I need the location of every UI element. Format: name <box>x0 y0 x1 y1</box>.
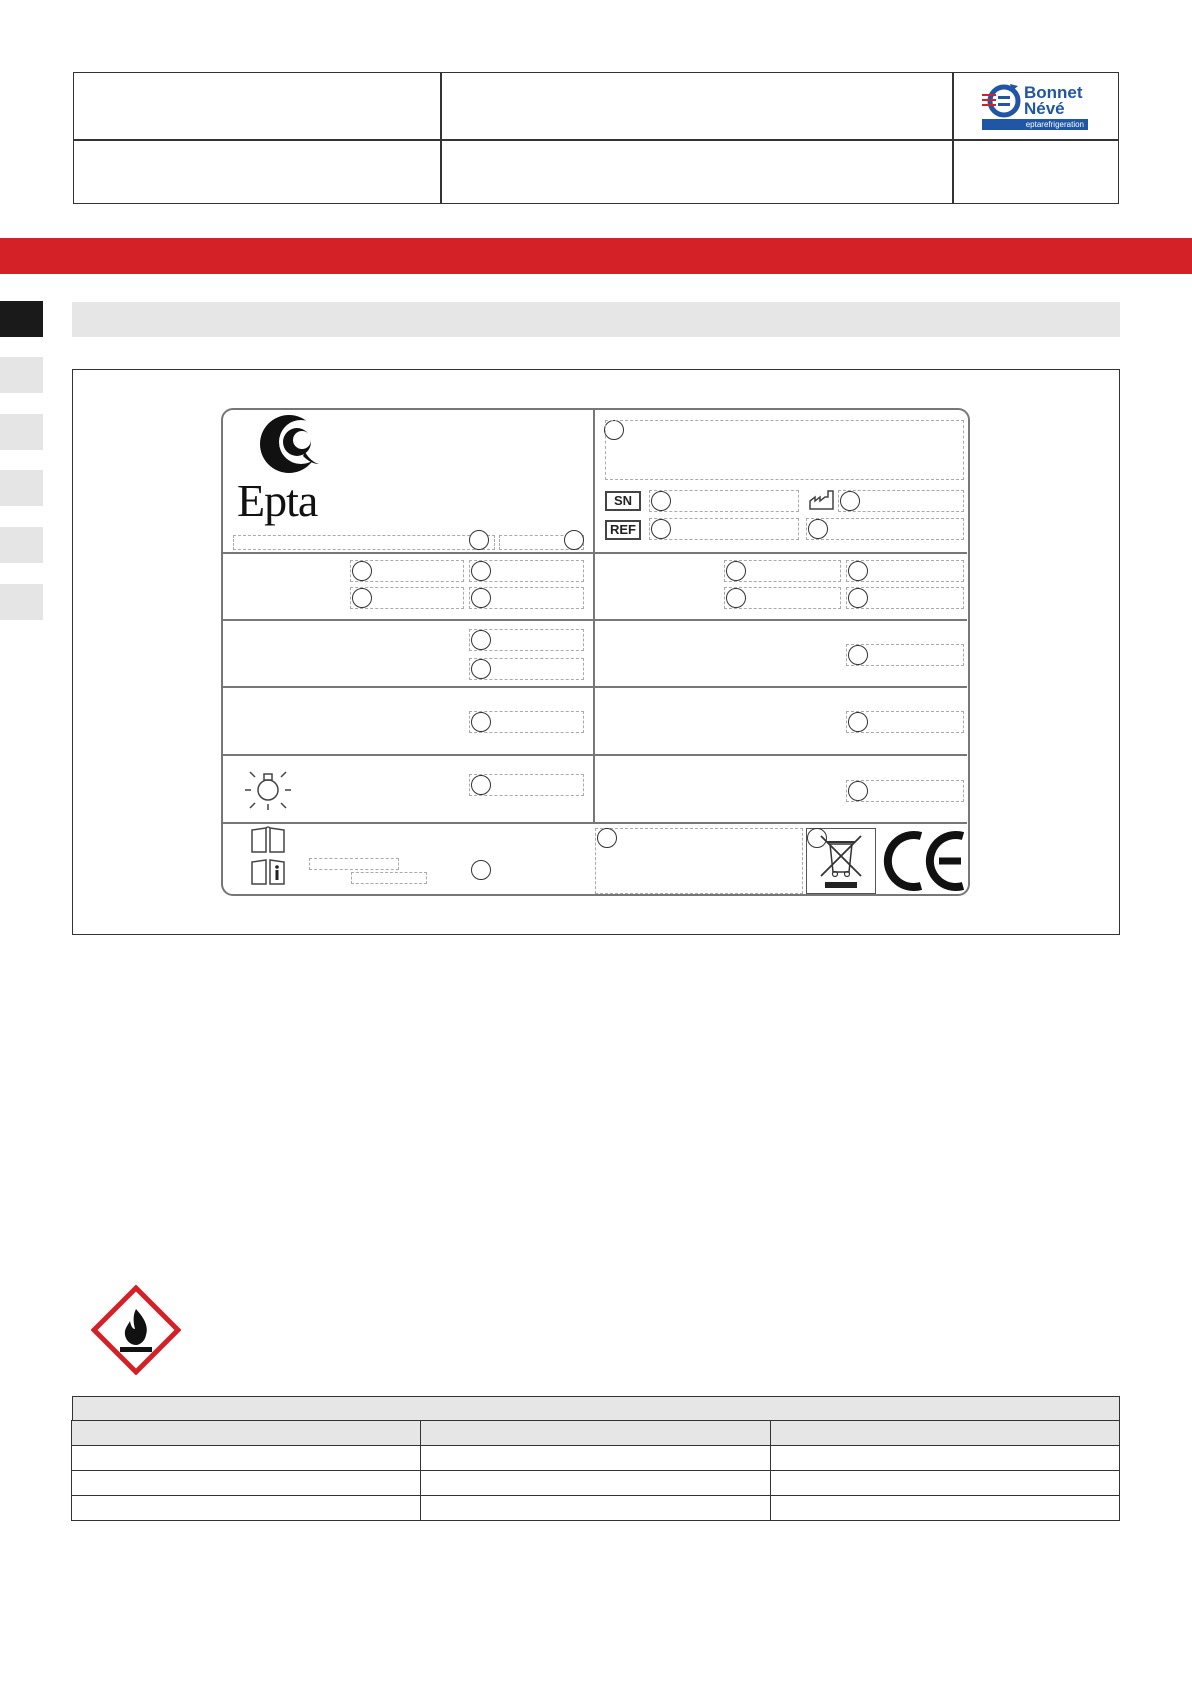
table-row <box>72 1496 1120 1521</box>
side-tab-3[interactable] <box>0 414 43 450</box>
table-row <box>72 1471 1120 1496</box>
table-row <box>72 1446 1120 1471</box>
plate-divider <box>223 822 967 824</box>
plate-divider <box>223 754 967 756</box>
side-tab-4[interactable] <box>0 470 43 506</box>
plate-field-marker <box>352 588 372 608</box>
plate-field-marker <box>848 588 868 608</box>
plate-field-marker <box>651 491 671 511</box>
chapter-band <box>0 238 1192 274</box>
plate-field-marker <box>840 491 860 511</box>
plate-divider <box>223 619 967 621</box>
plate-field-marker <box>848 712 868 732</box>
plate-field <box>649 518 799 540</box>
epta-logo-icon <box>253 412 323 476</box>
plate-field-marker <box>848 561 868 581</box>
table-caption-row <box>72 1396 1120 1422</box>
plate-field-marker <box>651 519 671 539</box>
info-book-icon <box>249 858 287 886</box>
plate-field-marker <box>848 645 868 665</box>
reference-tag: REF <box>605 520 641 540</box>
table-header-row <box>72 1421 1120 1446</box>
plate-field-marker <box>471 659 491 679</box>
table-header-cell <box>420 1420 770 1446</box>
table-cell <box>71 1470 421 1496</box>
header-cell-subtitle <box>440 72 954 141</box>
logo-tagline: eptarefrigeration <box>982 119 1088 130</box>
plate-field-marker <box>848 781 868 801</box>
section-title-bar <box>72 302 1120 337</box>
plate-field-marker <box>469 530 489 550</box>
header-cell-doc-ref <box>73 139 442 204</box>
epta-brand-text: Epta <box>237 475 318 526</box>
header-cell-page <box>952 139 1119 204</box>
logo-text-bonnet: Bonnet <box>1024 83 1083 102</box>
table-cell <box>770 1445 1120 1471</box>
plate-field-marker <box>352 561 372 581</box>
plate-field <box>595 828 803 894</box>
table-cell <box>71 1445 421 1471</box>
plate-field-marker <box>726 588 746 608</box>
plate-field-marker <box>471 630 491 650</box>
plate-field-marker <box>471 561 491 581</box>
plate-field-marker <box>808 519 828 539</box>
table-header-cell <box>770 1420 1120 1446</box>
plate-field-marker <box>597 828 617 848</box>
header-cell-revision <box>440 139 954 204</box>
table-cell <box>420 1470 770 1496</box>
serial-number-tag: SN <box>605 491 641 511</box>
plate-field <box>649 490 799 512</box>
table-header-cell <box>71 1420 421 1446</box>
plate-field <box>233 535 495 550</box>
factory-icon <box>808 489 836 511</box>
plate-divider <box>223 686 967 688</box>
plate-field-marker <box>726 561 746 581</box>
header-cell-title <box>73 72 442 141</box>
ce-mark-icon <box>883 828 967 894</box>
rating-plate <box>221 408 970 896</box>
plate-field <box>806 518 964 540</box>
table-cell <box>71 1495 421 1521</box>
manual-book-icon <box>249 826 287 854</box>
flammable-pictogram-icon <box>91 1285 181 1375</box>
side-tab-5[interactable] <box>0 527 43 563</box>
plate-field <box>309 858 399 870</box>
plate-field <box>351 872 427 884</box>
table-cell <box>770 1495 1120 1521</box>
table-cell <box>770 1470 1120 1496</box>
plate-field-marker <box>471 588 491 608</box>
side-tab-2[interactable] <box>0 357 43 393</box>
lamp-icon <box>243 764 293 812</box>
weee-bin-icon <box>813 830 869 892</box>
bonnet-neve-logo <box>980 80 1090 132</box>
side-tab-6[interactable] <box>0 584 43 620</box>
table-cell <box>420 1495 770 1521</box>
bonnet-neve-emblem-icon <box>980 80 1024 120</box>
plate-divider <box>223 552 967 554</box>
table-cell <box>420 1445 770 1471</box>
plate-field-marker <box>471 712 491 732</box>
side-tab-1[interactable] <box>0 301 43 337</box>
plate-field <box>605 420 964 480</box>
plate-field-marker <box>564 530 584 550</box>
plate-field-marker <box>471 860 491 880</box>
plate-divider <box>593 410 595 822</box>
logo-text-neve: Névé <box>1024 99 1065 118</box>
plate-field-marker <box>471 775 491 795</box>
